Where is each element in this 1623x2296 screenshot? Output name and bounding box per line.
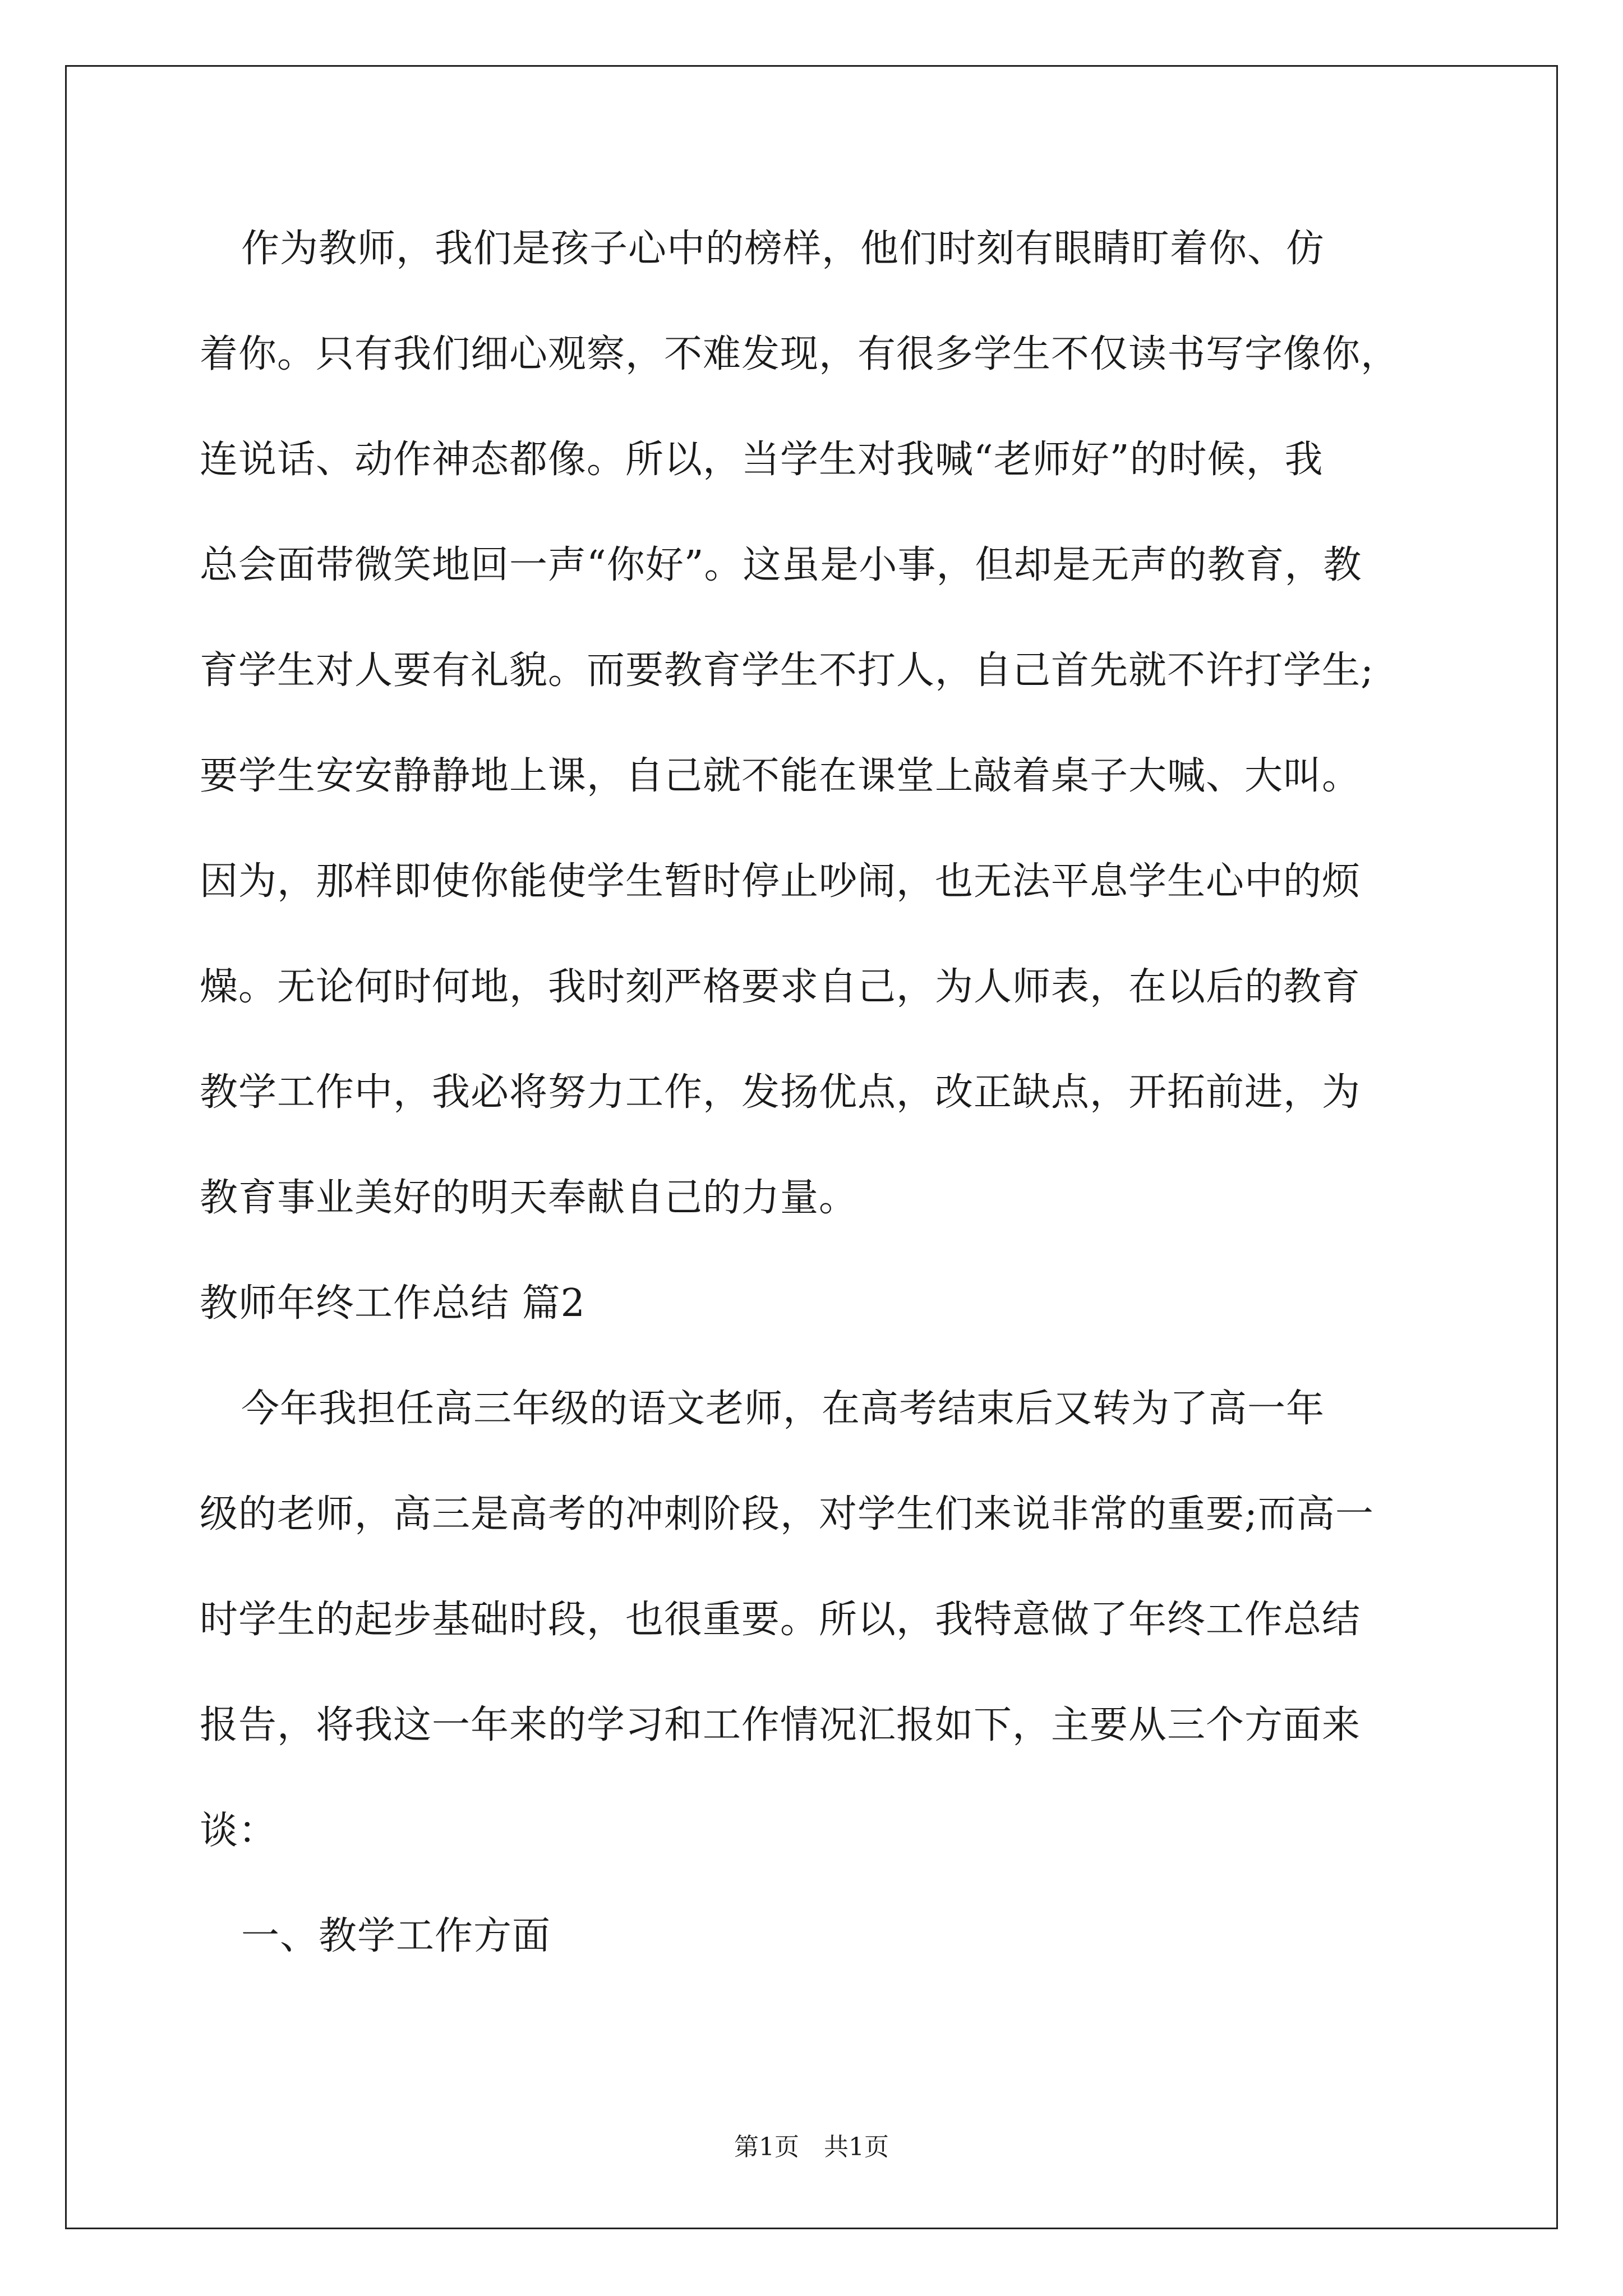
section-heading: 教师年终工作总结 篇2 <box>200 1281 585 1326</box>
paragraph1-line-7: 因为，那样即使你能使学生暂时停止吵闹，也无法平息学生心中的烦 <box>200 859 1361 904</box>
page-border <box>65 65 1558 2229</box>
paragraph2-line-3: 时学生的起步基础时段，也很重要。所以，我特意做了年终工作总结 <box>200 1598 1361 1642</box>
paragraph1-line-10: 教育事业美好的明天奉献自己的力量。 <box>200 1176 858 1220</box>
paragraph2-line-1: 今年我担任高三年级的语文老师，在高考结束后又转为了高一年 <box>241 1387 1325 1431</box>
paragraph1-line-1: 作为教师，我们是孩子心中的榜样，他们时刻有眼睛盯着你、仿 <box>241 227 1325 271</box>
paragraph1-line-3: 连说话、动作神态都像。所以，当学生对我喊“老师好”的时候，我 <box>200 438 1324 482</box>
paragraph1-line-2: 着你。只有我们细心观察，不难发现，有很多学生不仅读书写字像你， <box>200 332 1400 376</box>
paragraph1-line-9: 教学工作中，我必将努力工作，发扬优点，改正缺点，开拓前进，为 <box>200 1070 1361 1115</box>
paragraph1-line-4: 总会面带微笑地回一声“你好”。这虽是小事，但却是无声的教育，教 <box>200 543 1362 587</box>
paragraph2-line-5: 谈： <box>200 1809 278 1853</box>
paragraph1-line-5: 育学生对人要有礼貌。而要教育学生不打人，自己首先就不许打学生; <box>200 648 1374 693</box>
paragraph1-line-6: 要学生安安静静地上课，自己就不能在课堂上敲着桌子大喊、大叫。 <box>200 754 1361 798</box>
subheading: 一、教学工作方面 <box>241 1914 551 1958</box>
paragraph2-line-4: 报告，将我这一年来的学习和工作情况汇报如下，主要从三个方面来 <box>200 1703 1361 1747</box>
paragraph2-line-2: 级的老师，高三是高考的冲刺阶段，对学生们来说非常的重要;而高一 <box>200 1492 1374 1536</box>
paragraph1-line-8: 燥。无论何时何地，我时刻严格要求自己，为人师表，在以后的教育 <box>200 965 1361 1009</box>
page-footer: 第1页 共1页 <box>734 2133 889 2161</box>
